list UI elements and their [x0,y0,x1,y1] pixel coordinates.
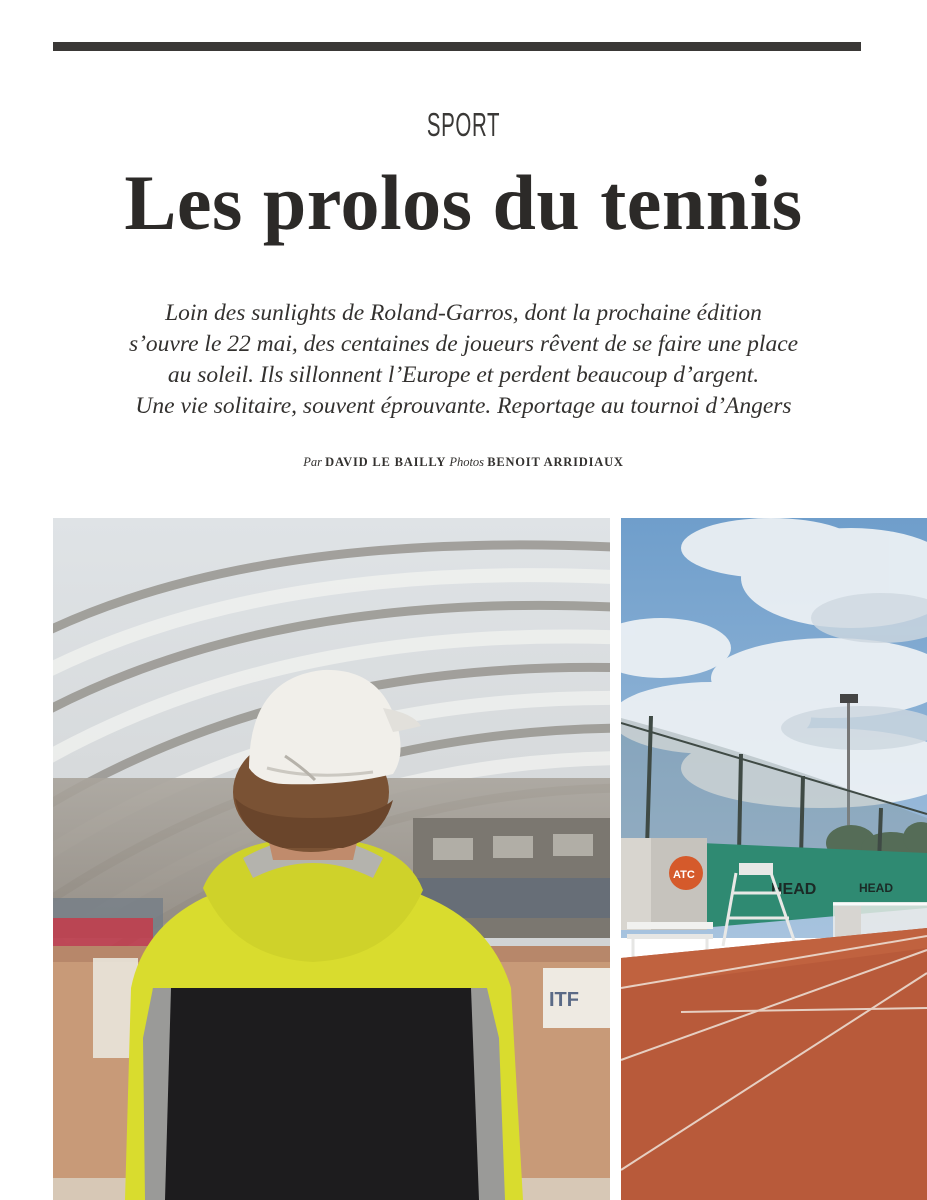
byline-photos-label: Photos [449,455,485,469]
deck-line: s’ouvre le 22 mai, des centaines de joueurs rêvent de se faire une place [128,331,799,357]
article-deck [90,298,837,422]
head-banner-text-1: HEAD [771,881,817,898]
byline-photographer: BENOIT ARRIDIAUX [487,455,624,469]
deck-line: Une vie solitaire, souvent éprouvante. Reportage au tournoi d’Angers [135,393,792,419]
itf-board-text: ITF [549,989,579,1011]
top-rule [53,42,861,51]
deck-line: au soleil. Ils sillonnent l’Europe et perdent beaucoup d’argent. [167,362,760,388]
byline-author: DAVID LE BAILLY [325,455,447,469]
section-label: SPORT [426,106,501,143]
court-illustration [621,518,927,1200]
atc-sign-text: ATC [673,869,695,881]
player-illustration [53,518,610,1200]
byline [0,455,927,470]
head-banner-text-2: HEAD [859,881,894,895]
headline: Les prolos du tennis [124,159,803,246]
photo-clay-court [621,518,927,1200]
deck-line: Loin des sunlights de Roland-Garros, dont la prochaine édition [165,300,762,326]
byline-by-label: Par [303,455,322,469]
photo-player-indoor [53,518,610,1200]
